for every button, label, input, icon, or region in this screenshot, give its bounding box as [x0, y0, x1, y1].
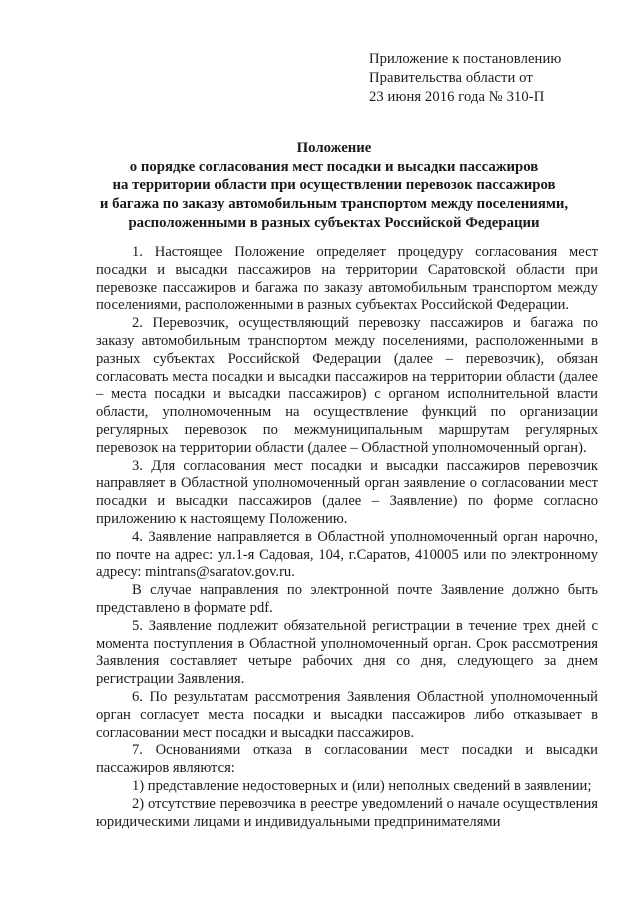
paragraph-1: 1. Настоящее Положение определяет процедуру согласования мест посадки и высадки пассажиров на территории Саратовской области при перевозке пассажиров и багажа по заказу автомобильным транспортом между поселениями, расположенными в разных субъектах Российской Федерации.: [96, 244, 598, 314]
paragraph-2: 2. Перевозчик, осуществляющий перевозку пассажиров и багажа по заказу автомобильным транспортом между поселениями, расположенными в разных субъектах Российской Федерации (далее – перевозчик), обязан согласовать места посадки и высадки пассажиров на территории области (далее – места посадки и высадки пассажиров) с органом исполнительной власти области, уполномоченным на осуществление функций по организации регулярных перевозок по межмуниципальным маршрутам регулярных перевозок на территории области (далее – Областной уполномоченный орган).: [96, 315, 598, 456]
document-body: [96, 244, 598, 831]
paragraph-7-item-1: 1) представление недостоверных и (или) неполных сведений в заявлении;: [132, 777, 592, 794]
paragraph-7: 7. Основаниями отказа в согласовании мест посадки и высадки пассажиров являются:: [96, 742, 598, 777]
title-line-4: и багажа по заказу автомобильным транспортом между поселениями,: [99, 196, 569, 213]
paragraph-3: 3. Для согласования мест посадки и высадки пассажиров перевозчик направляет в Областной уполномоченный орган заявление о согласовании мест посадки и высадки пассажиров (далее – Заявление) по форме согласно приложению к настоящему Положению.: [96, 457, 598, 527]
appendix-header: [369, 50, 619, 107]
title-line-1: Положение: [296, 140, 372, 156]
paragraph-4b: В случае направления по электронной почте Заявление должно быть представлено в формате pdf.: [96, 582, 598, 616]
title-line-5: расположенными в разных субъектах Российской Федерации: [128, 214, 540, 231]
header-line-1: Приложение к постановлению: [369, 51, 562, 67]
document-title: [96, 139, 572, 233]
header-line-2: Правительства области от: [369, 70, 533, 86]
title-line-2: о порядке согласования мест посадки и высадки пассажиров: [129, 158, 539, 175]
paragraph-5: 5. Заявление подлежит обязательной регистрации в течение трех дней с момента поступления в Областной уполномоченный орган. Срок рассмотрения Заявления составляет четыре рабочих дня со дня, следующего за днем регистрации Заявления.: [96, 617, 598, 688]
paragraph-6: 6. По результатам рассмотрения Заявления Областной уполномоченный орган согласует места посадки и высадки пассажиров либо отказывает в согласовании мест посадки и высадки пассажиров.: [96, 688, 598, 741]
title-line-3: на территории области при осуществлении перевозок пассажиров: [112, 177, 556, 194]
header-line-3: 23 июня 2016 года № 310-П: [369, 89, 545, 105]
paragraph-4: 4. Заявление направляется в Областной уполномоченный орган нарочно, по почте на адрес: ул.1-я Садовая, 104, г.Саратов, 410005 или по электронному адресу: mintrans@saratov.gov.ru.: [96, 528, 598, 581]
paragraph-7-item-2: 2) отсутствие перевозчика в реестре уведомлений о начале осуществления юридическими лицами и индивидуальными предпринимателями: [96, 795, 598, 830]
